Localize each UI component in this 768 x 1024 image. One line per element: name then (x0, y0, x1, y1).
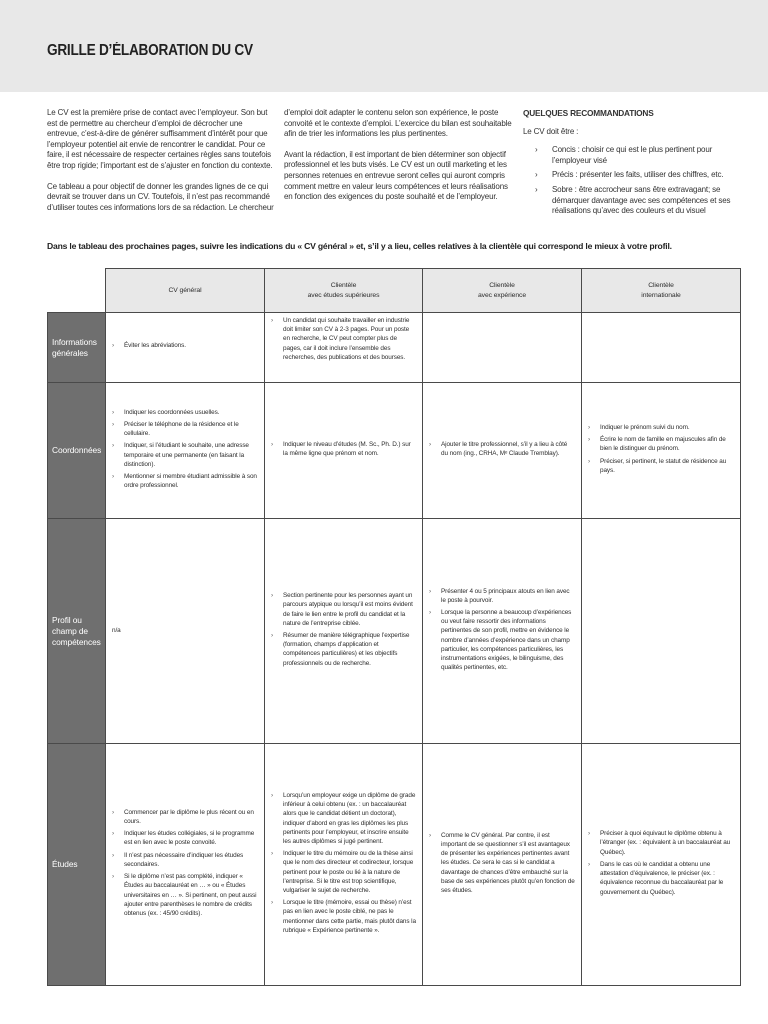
cell-item: › Section pertinente pour les personnes ayant un parcours atypique ou lorsqu’il est moins évident de faire le lien entre le profil du candidat et la nature de l’entreprise ciblée. (271, 591, 416, 628)
recommendation-item: › Sobre : être accrocheur sans être extravagant; se démarquer davantage avec ses compétences et ses réalisations qu’avec des couleurs et du visuel (535, 185, 745, 217)
cell-item: › Commencer par le diplôme le plus récent ou en cours. (112, 808, 258, 826)
cell-general (106, 519, 265, 744)
cell-item: › Mentionner si membre étudiant admissible à son ordre professionnel. (112, 472, 258, 490)
recommendations-box (523, 108, 745, 221)
table-row (48, 519, 741, 744)
cell-item: › Indiquer les études collégiales, si le programme est en lien avec le poste convoité. (112, 829, 258, 847)
column-header-line: Clientèle (330, 282, 357, 289)
intro-paragraph: Le CV est la première prise de contact avec l’employeur. Son but est de permettre au chercheur d’emploi de décrocher une entrevue, c’est-à-dire de générer suffisamment d’intérêt pour que l’employeur potentiel ait envie de rencontrer le candidat. Pour ce faire, il est nécessaire de respecter certaines règles sans toutefois être trop rigide; l’important est de s’ajuster en fonction du contexte. (47, 108, 273, 170)
recommendation-item: › Concis : choisir ce qui est le plus pertinent pour l’employeur visé (535, 145, 745, 166)
recommendations-intro: Le CV doit être : (523, 126, 579, 136)
column-header-line: internationale (641, 291, 681, 299)
cell-item: › Préciser à quoi équivaut le diplôme obtenu à l’étranger (ex. : équivalent à un baccalauréat au Québec). (588, 829, 734, 857)
cell-item: › Éviter les abréviations. (112, 341, 258, 350)
column-header-line: Clientèle (489, 282, 515, 289)
column-header-line: Clientèle (648, 282, 674, 289)
intro-paragraph: Avant la rédaction, il est important de bien déterminer son objectif professionnel et les buts visés. Le CV est un outil marketing et les personnes retenues en entrevue seront celles qui auront compris comment mettre en valeur leurs compétences et leurs réalisations en fonction des exigences du poste souhaité et de l’employeur. (284, 149, 508, 202)
cell-etudes-superieures (265, 383, 423, 519)
table-row (48, 313, 741, 383)
cell-item: › Indiquer le titre du mémoire ou de la thèse ainsi que le nom des directeur et codirecteur, lorsque pertinent pour le poste ou lié à la nature de l’entreprise. Si le titre est trop scientifique, vulgariser le sujet de recherche. (271, 849, 416, 895)
recommendations-title: QUELQUES RECOMMANDATIONS (523, 108, 654, 118)
cell-item: › Ajouter le titre professionnel, s’il y a lieu à côté du nom (ing., CRHA, Mᵉ Claude Tremblay). (429, 440, 575, 458)
cell-general (106, 383, 265, 519)
row-label: Profil ou champ de compétences (48, 519, 106, 744)
table-header-row (48, 269, 741, 313)
column-header-internationale (582, 269, 741, 313)
page-title: GRILLE D’ÉLABORATION DU CV (47, 42, 253, 59)
cell-item: › Il n’est pas nécessaire d’indiquer les études secondaires. (112, 851, 258, 869)
row-label: Informations générales (48, 313, 106, 383)
cell-item: › Lorsqu’un employeur exige un diplôme de grade inférieur à celui obtenu (ex. : un baccalauréat alors que le candidat détient un doctorat), indiquer d’abord en gras les diplômes les plus pertinents pour l’employeur, et inscrire ensuite les autres diplômes si jugé pertinent. (271, 791, 416, 846)
cell-general (106, 313, 265, 383)
cell-etudes-superieures (265, 744, 423, 986)
recommendation-item: › Précis : présenter les faits, utiliser des chiffres, etc. (535, 170, 745, 181)
cell-etudes-superieures (265, 519, 423, 744)
recommendations-list (523, 145, 745, 217)
column-header-etudes-superieures (265, 269, 423, 313)
intro-column-2 (284, 108, 512, 213)
cell-experience (423, 519, 582, 744)
cell-item: › Écrire le nom de famille en majuscules afin de bien le distinguer du prénom. (588, 435, 734, 453)
cell-plain-text: n/a (112, 627, 121, 635)
cell-item: › Si le diplôme n’est pas complété, indiquer « Études au baccalauréat en … » ou « Études universitaires en … ». Si pertinent, on peut aussi ajouter entre parenthèses le nombre de crédits obtenus (ex. : 45/90 crédits). (112, 872, 258, 918)
cell-item: › Résumer de manière télégraphique l’expertise (formation, champs d’application et compétences particulières) et les objectifs professionnels ou de recherche. (271, 631, 416, 668)
cell-item: › Indiquer les coordonnées usuelles. (112, 408, 258, 417)
cell-item: › Préciser le téléphone de la résidence et le cellulaire. (112, 420, 258, 438)
table-instruction: Dans le tableau des prochaines pages, suivre les indications du « CV général » et, s’il y a lieu, celles relatives à la clientèle qui correspond le mieux à votre profil. (47, 241, 672, 251)
table-row (48, 744, 741, 986)
cell-item: › Comme le CV général. Par contre, il est important de se questionner s’il est avantageux de présenter les expériences pertinentes avant les études. Ce sera le cas si le candidat a davantage de chances d’être embauché sur la base de ses expériences plutôt qu’en fonction de ses études. (429, 831, 575, 895)
column-header-cv-general (106, 269, 265, 313)
cell-item: › Indiquer le niveau d’études (M. Sc., Ph. D.) sur la même ligne que prénom et nom. (271, 440, 416, 458)
row-label: Coordonnées (48, 383, 106, 519)
row-label: Études (48, 744, 106, 986)
cell-item: › Préciser, si pertinent, le statut de résidence au pays. (588, 457, 734, 475)
cell-experience (423, 744, 582, 986)
cell-experience (423, 383, 582, 519)
cell-experience (423, 313, 582, 383)
table-row (48, 383, 741, 519)
cell-item: › Indiquer le prénom suivi du nom. (588, 423, 734, 432)
table-corner (48, 269, 106, 313)
cell-item: › Lorsque la personne a beaucoup d’expériences ou veut faire ressortir des informations pertinentes de son profil, mettre en évidence le nombre d’années d’expérience dans un champ particulier, les compétences particulières, les instrumentations exigées, le bilinguisme, des qualités pertinentes, etc. (429, 608, 575, 672)
intro-column-1 (47, 108, 275, 223)
cell-item: › Indiquer, si l’étudiant le souhaite, une adresse temporaire et une permanente (en faisant la distinction). (112, 441, 258, 469)
cell-item: › Lorsque le titre (mémoire, essai ou thèse) n’est pas en lien avec le poste ciblé, ne pas le mentionner dans cette partie, mais plutôt dans la rubrique « Expérience pertinente ». (271, 898, 416, 935)
cell-general (106, 744, 265, 986)
column-header-line: avec expérience (478, 291, 526, 299)
intro-paragraph: Ce tableau a pour objectif de donner les grandes lignes de ce qui devrait se trouver dans un CV. Toutefois, il n’est pas recommandé d’utiliser toutes ces informations lors de sa rédaction. Le chercheur (47, 181, 274, 212)
cell-internationale (582, 519, 741, 744)
cell-item: › Un candidat qui souhaite travailler en industrie doit limiter son CV à 2-3 pages. Pour un poste en recherche, le CV peut compter plus de pages, car il doit inclure l’ensemble des recherches, des publications et des bourses. (271, 316, 416, 362)
cell-item: › Présenter 4 ou 5 principaux atouts en lien avec le poste à pourvoir. (429, 587, 575, 605)
column-header-experience (423, 269, 582, 313)
cv-grid-table (47, 268, 741, 986)
cell-internationale (582, 744, 741, 986)
column-header-line: CV général (168, 286, 202, 294)
column-header-line: avec études supérieures (307, 291, 380, 299)
cell-internationale (582, 313, 741, 383)
cell-item: › Dans le cas où le candidat a obtenu une attestation d’équivalence, le préciser (ex. : équivalence reconnue du baccalauréat par le gouvernement du Québec). (588, 860, 734, 897)
cell-internationale (582, 383, 741, 519)
intro-paragraph: d’emploi doit adapter le contenu selon son expérience, le poste convoité et le contexte d’emploi. L’exercice du bilan est souhaitable afin de trier les informations les plus pertinentes. (284, 108, 512, 139)
cell-etudes-superieures (265, 313, 423, 383)
